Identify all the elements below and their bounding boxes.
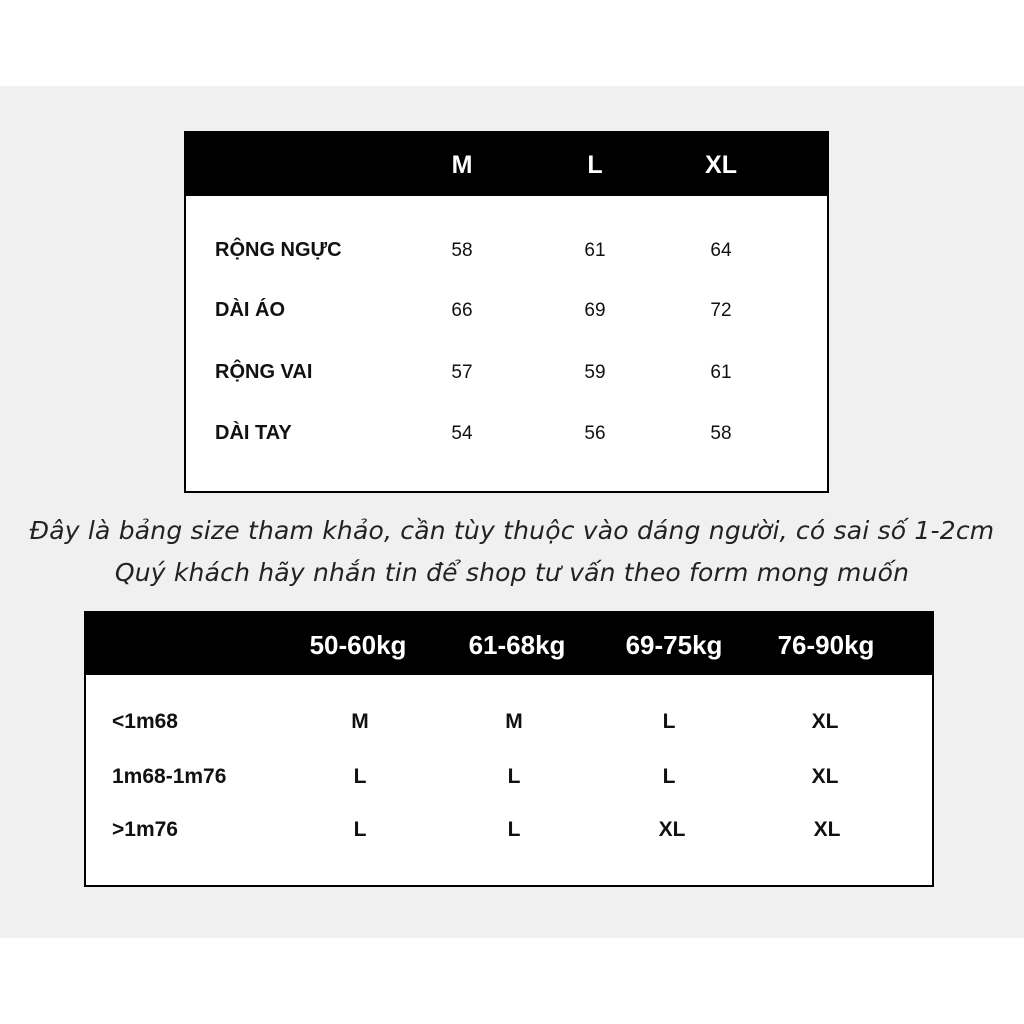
header-size-xl: XL bbox=[705, 151, 737, 179]
header-size-m: M bbox=[451, 151, 473, 179]
cell-value: 72 bbox=[710, 300, 732, 321]
cell-value: L bbox=[662, 765, 676, 788]
row-label: RỘNG VAI bbox=[215, 361, 313, 383]
cell-value: 58 bbox=[710, 423, 732, 444]
cell-value: 57 bbox=[451, 362, 473, 383]
cell-value: L bbox=[507, 765, 521, 788]
cell-value: 61 bbox=[710, 362, 732, 383]
table-row bbox=[186, 422, 827, 452]
row-label: <1m68 bbox=[112, 710, 178, 733]
header-weight-3: 69-75kg bbox=[625, 630, 723, 660]
header-weight-4: 76-90kg bbox=[777, 630, 875, 660]
cell-value: L bbox=[662, 710, 676, 733]
cell-value: L bbox=[353, 818, 367, 841]
row-label: 1m68-1m76 bbox=[112, 765, 227, 788]
cell-value: XL bbox=[658, 818, 686, 841]
table-row bbox=[186, 239, 827, 269]
cell-value: M bbox=[505, 710, 523, 733]
cell-value: M bbox=[351, 710, 369, 733]
table-row bbox=[86, 765, 932, 795]
size-guide-header bbox=[86, 613, 932, 675]
cell-value: 58 bbox=[451, 240, 473, 261]
cell-value: 61 bbox=[584, 240, 606, 261]
cell-value: XL bbox=[813, 818, 841, 841]
cell-value: 56 bbox=[584, 423, 606, 444]
row-label: DÀI ÁO bbox=[215, 299, 285, 321]
size-guide-table bbox=[84, 611, 934, 887]
cell-value: XL bbox=[811, 765, 839, 788]
cell-value: 59 bbox=[584, 362, 606, 383]
row-label: >1m76 bbox=[112, 818, 178, 841]
header-weight-2: 61-68kg bbox=[468, 630, 566, 660]
cell-value: 54 bbox=[451, 423, 473, 444]
table-row bbox=[186, 361, 827, 391]
cell-value: 66 bbox=[451, 300, 473, 321]
cell-value: 64 bbox=[710, 240, 732, 261]
header-size-l: L bbox=[587, 151, 603, 179]
cell-value: L bbox=[353, 765, 367, 788]
cell-value: L bbox=[507, 818, 521, 841]
table-row bbox=[86, 710, 932, 740]
cell-value: 69 bbox=[584, 300, 606, 321]
note-line-1: Đây là bảng size tham khảo, cần tùy thuộc vào dáng người, có sai số 1-2cm bbox=[29, 516, 995, 545]
note-line-2: Quý khách hãy nhắn tin để shop tư vấn theo form mong muốn bbox=[114, 558, 910, 587]
measurement-table-header bbox=[186, 133, 827, 196]
table-row bbox=[86, 818, 932, 848]
header-weight-1: 50-60kg bbox=[309, 630, 407, 660]
measurement-table bbox=[184, 131, 829, 493]
cell-value: XL bbox=[811, 710, 839, 733]
table-row bbox=[186, 299, 827, 329]
row-label: DÀI TAY bbox=[215, 422, 292, 444]
row-label: RỘNG NGỰC bbox=[215, 239, 342, 261]
